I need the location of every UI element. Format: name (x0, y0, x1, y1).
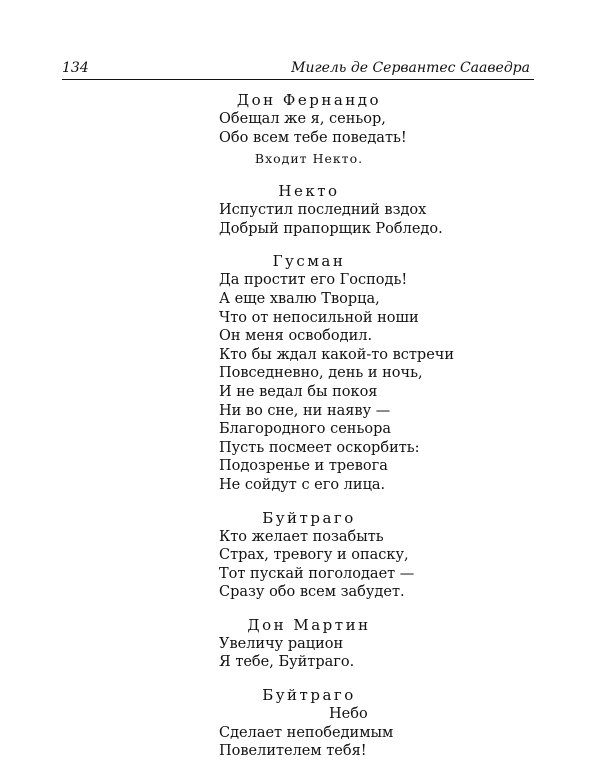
verse-line: Увеличу рацион (219, 635, 344, 652)
speech-lines (219, 271, 519, 494)
verse-line: Обещал же я, сеньор, (219, 111, 386, 127)
verse-line: Он меня освободил. (219, 328, 373, 345)
speaker-name: Буйтраго (262, 686, 356, 705)
verse-line: Сразу обо всем забудет. (219, 584, 405, 601)
verse-line: Пусть посмеет оскорбить: (219, 439, 420, 456)
verse-line: Кто бы ждал какой-то встречи (219, 346, 455, 363)
page-number: 134 (62, 60, 89, 76)
verse-line: Добрый прапорщик Робледо. (219, 220, 443, 237)
verse-line: Страх, тревогу и опаску, (219, 547, 409, 564)
verse-line: Кто желает позабыть (219, 528, 384, 545)
speaker-name: Некто (278, 182, 340, 201)
verse-line: Подозренье и тревога (219, 458, 388, 475)
running-header (62, 55, 534, 80)
stage-direction: Входит Некто. (254, 151, 364, 167)
verse-line-indented: Небо (329, 706, 368, 723)
speaker-name: Буйтраго (262, 508, 356, 527)
verse-line: И не ведал бы покоя (219, 383, 378, 400)
running-title: Мигель де Сервантес Сааведра (291, 60, 530, 76)
speaker-name: Гусман (272, 252, 346, 271)
speech-lines (219, 110, 519, 147)
verse-line: Что от непосильной ноши (219, 309, 419, 326)
speech-lines (219, 201, 519, 238)
verse-line: А еще хвалю Творца, (219, 290, 380, 307)
verse-line: Повседневно, день и ночь, (219, 365, 423, 382)
speech-lines (219, 705, 519, 761)
play-text (219, 90, 519, 761)
speaker-name: Дон Мартин (247, 615, 371, 634)
speaker-name: Дон Фернандо (236, 91, 382, 109)
verse-line: Не сойдут с его лица. (219, 476, 386, 493)
speech-lines (219, 528, 519, 602)
verse-line: Сделает непобедимым (219, 724, 394, 741)
verse-line: Обо всем тебе поведать! (219, 129, 407, 146)
verse-line: Испустил последний вздох (219, 202, 427, 219)
verse-line: Благородного сеньора (219, 421, 392, 438)
verse-line: Да простит его Господь! (219, 272, 408, 289)
verse-line: Я тебе, Буйтраго. (219, 654, 355, 671)
verse-line: Тот пускай поголодает — (219, 565, 415, 582)
speech-lines (219, 635, 519, 672)
verse-line: Повелителем тебя! (219, 743, 367, 760)
verse-line: Ни во сне, ни наяву — (219, 402, 391, 419)
